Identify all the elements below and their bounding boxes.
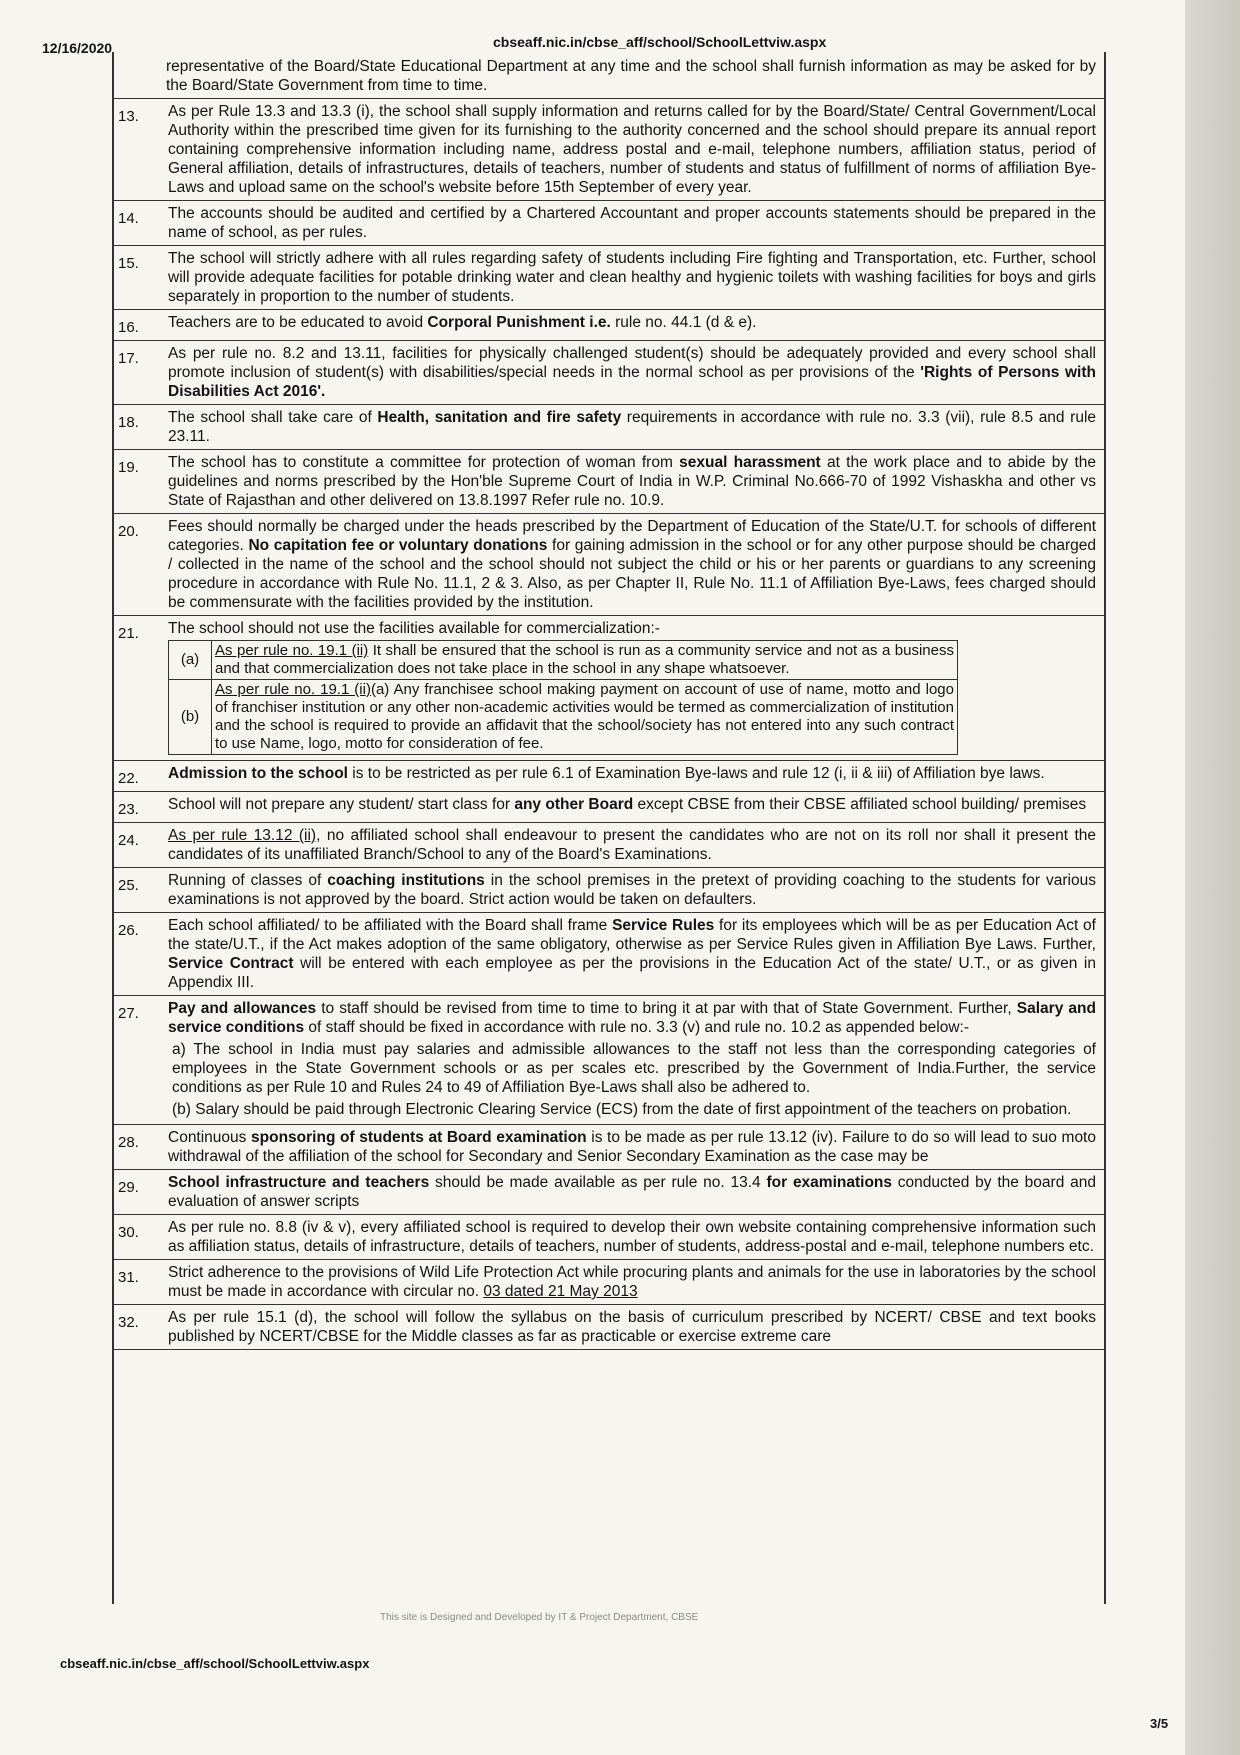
rule-text: School will not prepare any student/ start class for any other Board except CBSE from their CBSE affiliated school building/ premises — [168, 796, 1087, 813]
rule-item — [114, 310, 1104, 341]
rule-text: Strict adherence to the provisions of Wild Life Protection Act while procuring plants and animals for the use in laboratories by the school must be made in accordance with circular no. 03 dated 21 May 2013 — [168, 1264, 1096, 1300]
rule-number: 29. — [118, 1179, 139, 1196]
rule-text: The accounts should be audited and certified by a Chartered Accountant and proper accounts statements should be prepared in the name of school, as per rules. — [168, 205, 1096, 241]
rule-text: As per rule 15.1 (d), the school will follow the syllabus on the basis of curriculum prescribed by NCERT/ CBSE and text books published by NCERT/CBSE for the Middle classes as far as practicable or exercise extreme care — [168, 1309, 1096, 1345]
print-date: 12/16/2020 — [42, 40, 113, 56]
intro-text: representative of the Board/State Educational Department at any time and the school shall furnish information as may be asked for by the Board/State Government from time to time. — [166, 58, 1096, 94]
rule-number: 30. — [118, 1224, 139, 1241]
rule-text: As per rule 13.12 (ii), no affiliated school shall endeavour to present the candidates who are not on its roll nor shall it present the candidates of its unaffiliated Branch/School to any of the Board's Examinations. — [168, 827, 1097, 863]
rule-number: 13. — [118, 108, 139, 125]
rule-item — [114, 823, 1104, 868]
rule-item — [114, 1305, 1104, 1350]
rule-text: Each school affiliated/ to be affiliated with the Board shall frame Service Rules for its employees which will be as per Education Act of the state/U.T., if the Act makes adoption of the same obligatory, otherwise as per Service Rules given in Affiliation Bye Laws. Further, Service Contract will be entered with each employee as per the provisions in the Education Act of the state/ U.T., or as given in Appendix III. — [168, 917, 1096, 991]
rule-item — [114, 996, 1104, 1125]
sub-clause-label: (a) — [169, 641, 212, 680]
rule-text: School infrastructure and teachers should be made available as per rule no. 13.4 for examinations conducted by the board and evaluation of answer scripts — [168, 1174, 1096, 1210]
page-edge — [1185, 0, 1240, 1755]
rule-item — [114, 1170, 1104, 1215]
rule-text: The school will strictly adhere with all rules regarding safety of students including Fire fighting and Transportation, etc. Further, school will provide adequate facilities for potable drinking water and clean healthy and hygienic toilets with washing facilities for boys and girls separately in proportion to the number of students. — [168, 250, 1096, 305]
sub-clause-row — [169, 641, 958, 680]
rule-text: Teachers are to be educated to avoid Corporal Punishment i.e. rule no. 44.1 (d & e). — [168, 314, 757, 331]
rule-number: 15. — [118, 255, 139, 272]
rule-text: As per Rule 13.3 and 13.3 (i), the school shall supply information and returns called for by the Board/State/ Central Government/Local Authority within the prescribed time given for its furnishing to the authority concerned and the school should prepare its annual report containing comprehensive information including name, address postal and e-mail, telephone numbers, affiliation status, period of General affiliation, details of infrastructures, details of teachers, number of students and status of fulfillment of norms of affiliation Bye-Laws and upload same on the school's website before 15th September of every year. — [168, 103, 1096, 196]
rule-number: 23. — [118, 801, 139, 818]
rule-text: Pay and allowances to staff should be revised from time to time to bring it at par with that of State Government. Further, Salary and service conditions of staff should be fixed in accordance with rule no. 3.3 (v) and rule no. 10.2 as appended below:- a) The school in India must pay salaries and admissible allowances to the staff not less than the corresponding categories of employees in the State Government schools or as per scales etc. prescribed by the Government of India.Further, the service conditions as per Rule 10 and Rules 24 to 49 of Affiliation Bye-Laws shall also be adhered to. (b) Salary should be paid through Electronic Clearing Service (ECS) from the date of first appointment of the teachers on probation. — [168, 1000, 1096, 1118]
rule-item — [114, 761, 1104, 792]
rule-number: 27. — [118, 1005, 139, 1022]
rule-number: 31. — [118, 1269, 139, 1286]
rule-number: 16. — [118, 319, 139, 336]
sub-paragraph: a) The school in India must pay salaries and admissible allowances to the staff not less than the corresponding categories of employees in the State Government schools or as per scales etc. prescribed by the Government of India.Further, the service conditions as per Rule 10 and Rules 24 to 49 of Affiliation Bye-Laws shall also be adhered to. — [172, 1041, 1096, 1096]
intro-paragraph — [114, 54, 1104, 99]
rule-item — [114, 1260, 1104, 1305]
rule-number: 25. — [118, 877, 139, 894]
print-url: cbseaff.nic.in/cbse_aff/school/SchoolLettviw.aspx — [493, 34, 827, 50]
sub-paragraph: (b) Salary should be paid through Electronic Clearing Service (ECS) from the date of first appointment of the teachers on probation. — [172, 1101, 1072, 1118]
rule-text: As per rule no. 8.2 and 13.11, facilities for physically challenged student(s) should be adequately provided and every school shall promote inclusion of student(s) with disabilities/special needs in the normal school as per provisions of the 'Rights of Persons with Disabilities Act 2016'. — [168, 345, 1096, 400]
rule-number: 28. — [118, 1134, 139, 1151]
rule-number: 32. — [118, 1314, 139, 1331]
rule-item — [114, 913, 1104, 996]
rule-item — [114, 246, 1104, 310]
rule-number: 26. — [118, 922, 139, 939]
sub-clause-text: As per rule no. 19.1 (ii) It shall be ensured that the school is run as a community service and not as a business and that commercialization does not take place in the school in any shape whatsoever. — [212, 641, 958, 680]
footer-credit: This site is Designed and Developed by IT & Project Department, CBSE — [380, 1612, 699, 1623]
rule-item — [114, 1215, 1104, 1260]
rules-items — [114, 99, 1104, 1350]
rule-text: Admission to the school is to be restricted as per rule 6.1 of Examination Bye-laws and rule 12 (i, ii & iii) of Affiliation bye laws. — [168, 765, 1045, 782]
rule-item — [114, 792, 1104, 823]
rules-list — [114, 54, 1104, 1350]
sub-clause-text: As per rule no. 19.1 (ii)(a) Any franchisee school making payment on account of use of name, motto and logo of franchiser institution or any other non-academic activities would be termed as commercialization of institution and the school is required to provide an affidavit that the school/society has not entered into any such contract to use Name, logo, motto for consideration of fee. — [212, 680, 958, 755]
rule-text: The school shall take care of Health, sanitation and fire safety requirements in accordance with rule no. 3.3 (vii), rule 8.5 and rule 23.11. — [168, 409, 1097, 445]
rule-item — [114, 450, 1104, 514]
rule-number: 22. — [118, 770, 139, 787]
rule-text: Running of classes of coaching institutions in the school premises in the pretext of providing coaching to the students for various examinations is not approved by the board. Strict action would be taken on defaulters. — [168, 872, 1096, 908]
rule-number: 21. — [118, 625, 139, 642]
footer-url: cbseaff.nic.in/cbse_aff/school/SchoolLettviw.aspx — [60, 1656, 370, 1671]
rule-item — [114, 514, 1104, 616]
rule-text: Fees should normally be charged under the heads prescribed by the Department of Education of the State/U.T. for schools of different categories. No capitation fee or voluntary donations for gaining admission in the school or for any other purpose should be charged / collected in the name of the school and the school should not subject the child or his or her parents or guardians to any screening procedure in accordance with Rule No. 11.1, 2 & 3. Also, as per Chapter II, Rule No. 11.1 of Affiliation Bye-Laws, fees charged should be commensurate with the facilities provided by the institution. — [168, 518, 1096, 611]
rule-text: The school should not use the facilities available for commercialization:- (a) As per rule no. 19.1 (ii) It shall be ensured that the school is run as a community service and not as a business and that commercialization does not take place in the school in any shape whatsoever. (b) As per rule no. 19.1 (ii)(a) Any franchisee school making payment on account of use of name, motto and logo of franchiser institution or any other non-academic activities would be termed as commercialization of institution and the school is required to provide an affidavit that the school/society has not entered into any such contract to use Name, logo, motto for consideration of fee. — [168, 619, 1104, 757]
rule-number: 14. — [118, 210, 139, 227]
rule-item — [114, 201, 1104, 246]
rule-item — [114, 99, 1104, 201]
rule-item — [114, 868, 1104, 913]
rule-number: 18. — [118, 414, 139, 431]
rule-number: 20. — [118, 523, 139, 540]
rule-text: The school has to constitute a committee for protection of woman from sexual harassment at the work place and to abide by the guidelines and norms prescribed by the Hon'ble Supreme Court of India in W.P. Criminal No.666-70 of 1992 Vishaskha and other vs State of Rajasthan and other delivered on 13.8.1997 Refer rule no. 10.9. — [168, 454, 1096, 509]
rule-number: 24. — [118, 832, 139, 849]
rule-item — [114, 405, 1104, 450]
sub-clause-label: (b) — [169, 680, 212, 755]
rule-item — [114, 616, 1104, 761]
rule-number: 19. — [118, 459, 139, 476]
rule-text: As per rule no. 8.8 (iv & v), every affiliated school is required to develop their own website containing comprehensive information such as affiliation status, details of infrastructure, details of teachers, number of students, address-postal and e-mail, telephone numbers etc. — [168, 1219, 1096, 1255]
rule-number: 17. — [118, 350, 139, 367]
sub-clause-table — [168, 640, 958, 755]
rule-item — [114, 341, 1104, 405]
sub-clause-row — [169, 680, 958, 755]
rule-item — [114, 1125, 1104, 1170]
rule-text: Continuous sponsoring of students at Board examination is to be made as per rule 13.12 (iv). Failure to do so will lead to suo moto withdrawal of the affiliation of the school for Secondary and Senior Secondary Examination as the case may be — [168, 1129, 1096, 1165]
page-number: 3/5 — [1150, 1716, 1169, 1731]
